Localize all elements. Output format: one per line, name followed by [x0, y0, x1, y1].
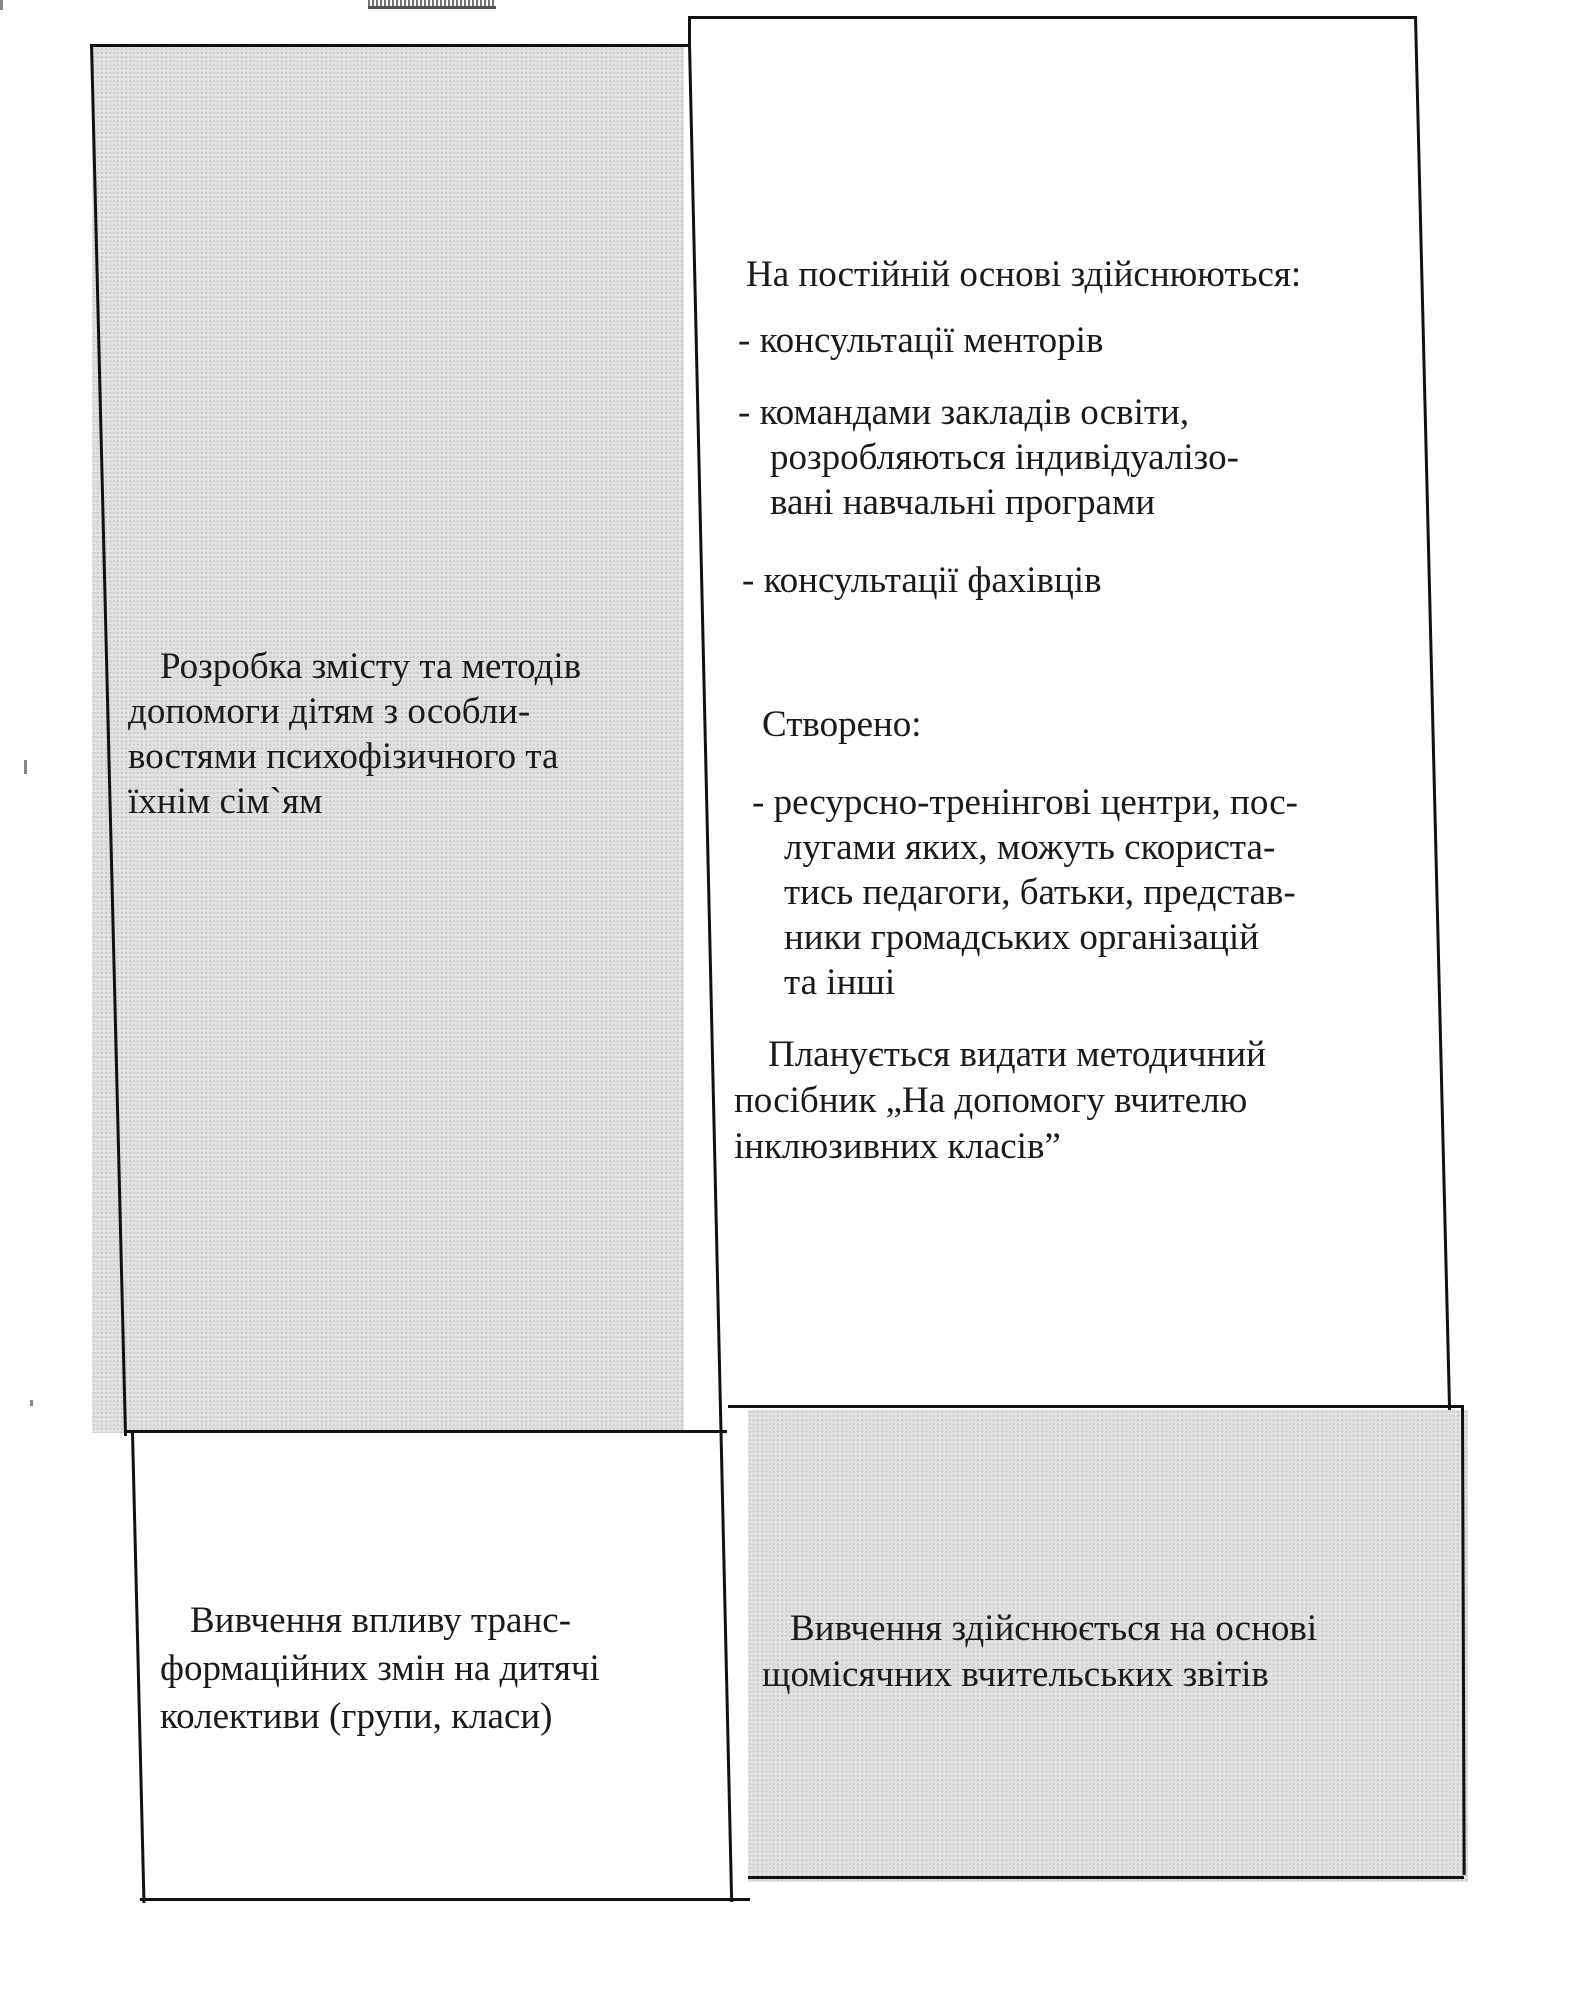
row2-left-line: Вивчення впливу транс- [190, 1600, 572, 1641]
list-item [738, 390, 1239, 525]
table-border-bottom-right [748, 1876, 1464, 1879]
scan-speck [0, 0, 3, 10]
list-item-line: ники громадських організацій [784, 917, 1259, 958]
row1-left-line: їхнім сім`ям [128, 781, 323, 822]
scan-speck [24, 760, 27, 774]
table-border-bottom [140, 1898, 750, 1901]
row2-left-line: формаційних змін на дитячі [160, 1648, 600, 1689]
row1-left-line: допомоги дітям з особли- [128, 691, 531, 732]
row1-left-line: Розробка змісту та методів [160, 646, 582, 687]
scan-mark [368, 0, 496, 9]
plan-line: інклюзивних класів” [734, 1126, 1061, 1167]
row2-right-line: щомісячних вчительських звітів [762, 1654, 1269, 1695]
list-item [752, 780, 1298, 1005]
list-item-line: - консультації менторів [738, 320, 1104, 361]
list-item-line: розробляються індивідуалізо- [770, 437, 1239, 478]
plan-line: посібник „На допомогу вчителю [734, 1080, 1248, 1121]
list-item [742, 558, 1102, 603]
table-row-divider-right [728, 1405, 1464, 1408]
row2-left-line: колективи (групи, класи) [160, 1696, 553, 1737]
table-border-top-right [688, 16, 1416, 19]
list-item-line: - консультації фахівців [742, 560, 1102, 601]
created-heading: Створено: [762, 704, 922, 745]
list-item-line: та інші [784, 962, 896, 1003]
row2-right-cell [748, 1410, 1468, 1882]
row2-left-cell [134, 1436, 744, 1894]
constant-basis-intro: На постійній основі здійснюються: [746, 254, 1302, 295]
row1-right-cell [690, 20, 1440, 1430]
list-item-line: - командами закладів освіти, [738, 392, 1190, 433]
list-item [738, 318, 1103, 363]
table-row-divider-left [125, 1430, 727, 1433]
row1-left-cell [92, 47, 684, 1433]
plan-line: Планується видати методичний [768, 1034, 1266, 1075]
list-item-line: тись педагоги, батьки, представ- [784, 872, 1296, 913]
row1-left-line: востями психофізичного та [128, 736, 559, 777]
row2-right-line: Вивчення здійснюється на основі [790, 1608, 1318, 1649]
list-item-line: - ресурсно-тренінгові центри, пос- [752, 782, 1298, 823]
list-item-line: лугами яких, можуть скориста- [784, 827, 1276, 868]
table-border-top [90, 44, 690, 47]
list-item-line: вані навчальні програми [770, 482, 1156, 523]
scan-speck [30, 1400, 33, 1406]
